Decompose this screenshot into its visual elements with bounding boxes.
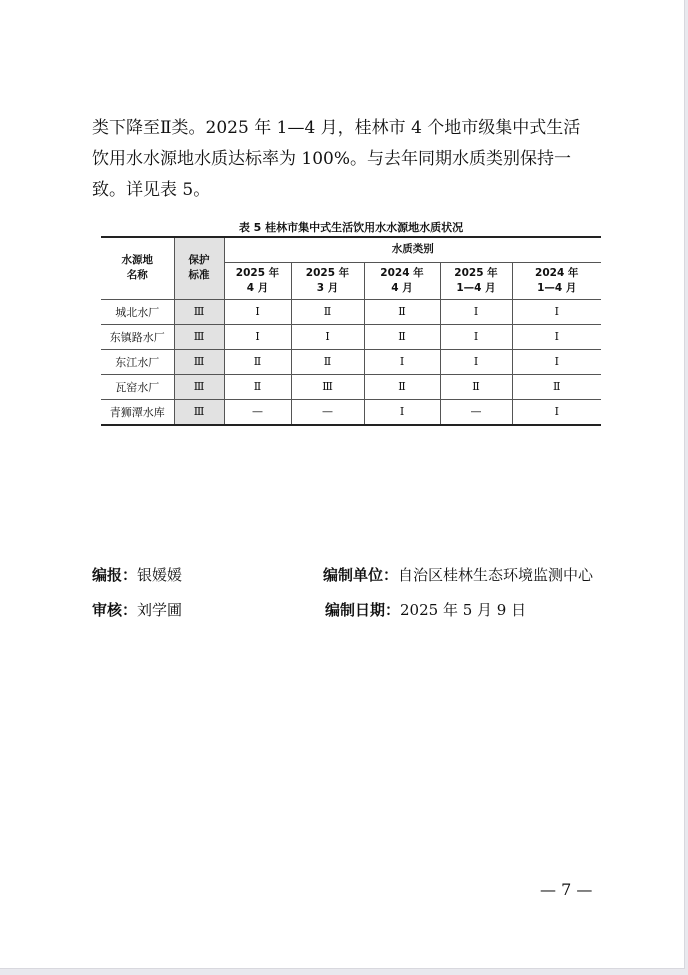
reviewer-line	[92, 599, 182, 620]
reviewer-name: 刘学圃	[137, 601, 183, 619]
header-period: 2024 年 4 月	[364, 262, 440, 299]
value-cell: Ⅱ	[291, 299, 364, 324]
header-period: 2025 年 4 月	[224, 262, 291, 299]
header-protection-standard: 保护 标准	[174, 237, 224, 299]
table-row	[101, 324, 601, 349]
value-cell: Ⅰ	[364, 399, 440, 425]
value-cell: Ⅱ	[512, 374, 601, 399]
date-line	[325, 599, 526, 620]
value-cell: Ⅱ	[224, 349, 291, 374]
standard-cell: Ⅲ	[174, 399, 224, 425]
value-cell: Ⅱ	[364, 324, 440, 349]
value-cell: Ⅰ	[440, 349, 512, 374]
value-cell: —	[440, 399, 512, 425]
table-title: 表 5 桂林市集中式生活饮用水水源地水质状况	[238, 221, 464, 234]
header-period: 2024 年 1—4 月	[512, 262, 601, 299]
date-label: 编制日期：	[325, 601, 401, 619]
value-cell: Ⅰ	[364, 349, 440, 374]
value-cell: Ⅱ	[364, 299, 440, 324]
source-name-cell: 东江水厂	[101, 349, 174, 374]
value-cell: Ⅰ	[512, 324, 601, 349]
header-source-name: 水源地 名称	[101, 237, 174, 299]
header-water-quality-group: 水质类别	[224, 237, 601, 262]
reporter-label: 编报：	[92, 566, 138, 584]
standard-cell: Ⅲ	[174, 299, 224, 324]
value-cell: Ⅰ	[440, 324, 512, 349]
table-row	[101, 349, 601, 374]
value-cell: Ⅱ	[364, 374, 440, 399]
source-name-cell: 瓦窑水厂	[101, 374, 174, 399]
value-cell: Ⅲ	[291, 374, 364, 399]
table-row	[101, 299, 601, 324]
value-cell: Ⅱ	[224, 374, 291, 399]
value-cell: —	[291, 399, 364, 425]
value-cell: Ⅰ	[512, 299, 601, 324]
water-quality-table	[101, 236, 601, 426]
unit-label: 编制单位：	[323, 566, 399, 584]
value-cell: Ⅰ	[224, 299, 291, 324]
date-value: 2025 年 5 月 9 日	[400, 601, 527, 619]
page-number: — 7 —	[540, 880, 593, 899]
table-row	[101, 374, 601, 399]
value-cell: Ⅰ	[512, 349, 601, 374]
source-name-cell: 东镇路水厂	[101, 324, 174, 349]
value-cell: Ⅰ	[554, 405, 559, 418]
reviewer-label: 审核：	[92, 601, 138, 619]
standard-cell: Ⅲ	[174, 324, 224, 349]
paragraph-line: 饮用水水源地水质达标率为 100%。与去年同期水质类别保持一	[92, 149, 572, 169]
reporter-name: 银媛媛	[137, 566, 183, 584]
value-cell: Ⅰ	[291, 324, 364, 349]
value-cell: —	[224, 399, 291, 425]
value-cell: Ⅰ	[224, 324, 291, 349]
reporter-line	[92, 564, 182, 585]
header-period: 2025 年 3 月	[291, 262, 364, 299]
body-paragraph	[92, 113, 617, 206]
value-cell: Ⅱ	[440, 374, 512, 399]
standard-cell: Ⅲ	[174, 374, 224, 399]
standard-cell: Ⅲ	[174, 349, 224, 374]
unit-line	[323, 564, 593, 585]
unit-name: 自治区桂林生态环境监测中心	[398, 566, 594, 584]
value-cell: Ⅰ	[440, 299, 512, 324]
header-period: 2025 年 1—4 月	[440, 262, 512, 299]
value-cell: Ⅱ	[291, 349, 364, 374]
paragraph-line: 致。详见表 5。	[92, 180, 211, 200]
paragraph-line: 类下降至Ⅱ类。2025 年 1—4 月，桂林市 4 个地市级集中式生活	[92, 118, 581, 138]
source-name-cell: 青狮潭水库	[101, 399, 174, 425]
table-row	[101, 399, 601, 425]
source-name-cell: 城北水厂	[101, 299, 174, 324]
